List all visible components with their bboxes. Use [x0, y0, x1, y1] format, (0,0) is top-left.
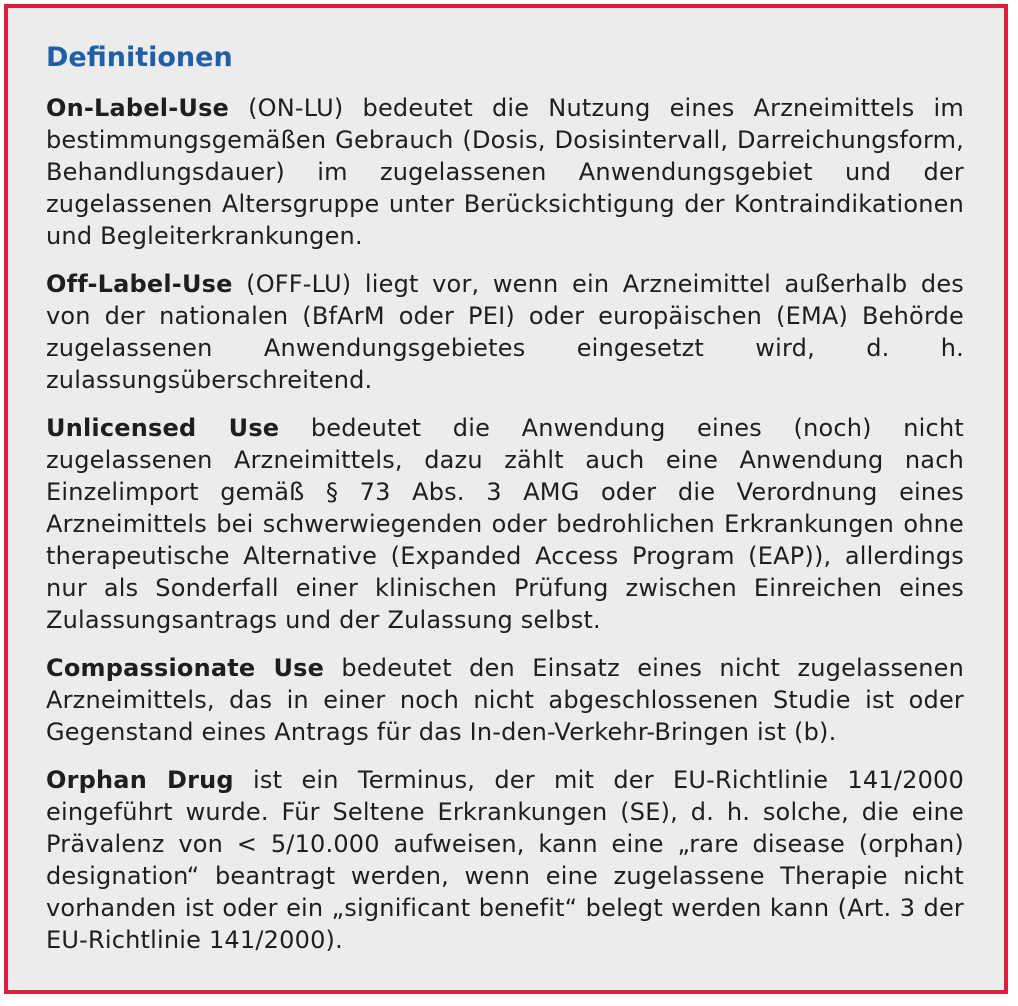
definition-text: (ON-LU) bedeutet die Nutzung eines Arzneimittels im bestimmungsgemäßen Gebrauch (Dosis, Dosisintervall, Darreichungsform, Behandlungsdauer) im zugelassenen Anwendungsgebiet und der zugelassenen Altersgruppe unter Berücksichtigung der Kontraindikationen und Begleiterkrankungen.: [46, 94, 964, 250]
definition-on-label-use: [46, 92, 964, 252]
definition-term: Compassionate Use: [46, 654, 325, 682]
definition-unlicensed-use: [46, 412, 964, 636]
definition-term: On-Label-Use: [46, 94, 230, 122]
definition-text: bedeutet die Anwendung eines (noch) nicht zugelassenen Arzneimittels, dazu zählt auch eine Anwendung nach Einzelimport gemäß § 73 Abs. 3 AMG oder die Verordnung eines Arzneimittels bei schwerwiegenden oder bedrohlichen Erkrankungen ohne therapeutische Alternative (Expanded Access Program (EAP)), allerdings nur als Sonderfall einer klinischen Prüfung zwischen Einreichen eines Zulassungsantrags und der Zulassung selbst.: [46, 414, 964, 634]
definition-term: Unlicensed Use: [46, 414, 280, 442]
definition-off-label-use: [46, 268, 964, 396]
definition-term: Off-Label-Use: [46, 270, 233, 298]
definition-text: bedeutet den Einsatz eines nicht zugelassenen Arzneimittels, das in einer noch nicht abgeschlossenen Studie ist oder Gegenstand eines Antrags für das In-den-Verkehr-Bringen ist (b).: [46, 654, 964, 746]
definition-orphan-drug: [46, 764, 964, 956]
definition-term: Orphan Drug: [46, 766, 234, 794]
definition-text: (OFF-LU) liegt vor, wenn ein Arzneimittel außerhalb des von der nationalen (BfArM oder PEI) oder europäischen (EMA) Behörde zugelassenen Anwendungsgebietes eingesetzt wird, d. h. zulassungsüberschreitend.: [46, 270, 964, 394]
definition-text: ist ein Terminus, der mit der EU-Richtlinie 141/2000 eingeführt wurde. Für Seltene Erkrankungen (SE), d. h. solche, die eine Prävalenz von < 5/10.000 aufweisen, kann eine „rare disease (orphan) designation“ beantragt werden, wenn eine zugelassene Therapie nicht vorhanden ist oder ein „significant benefit“ belegt werden kann (Art. 3 der EU-Richtlinie 141/2000).: [46, 766, 964, 954]
definition-compassionate-use: [46, 652, 964, 748]
box-title: Definitionen: [46, 42, 233, 73]
definitions-box: [4, 4, 1008, 994]
